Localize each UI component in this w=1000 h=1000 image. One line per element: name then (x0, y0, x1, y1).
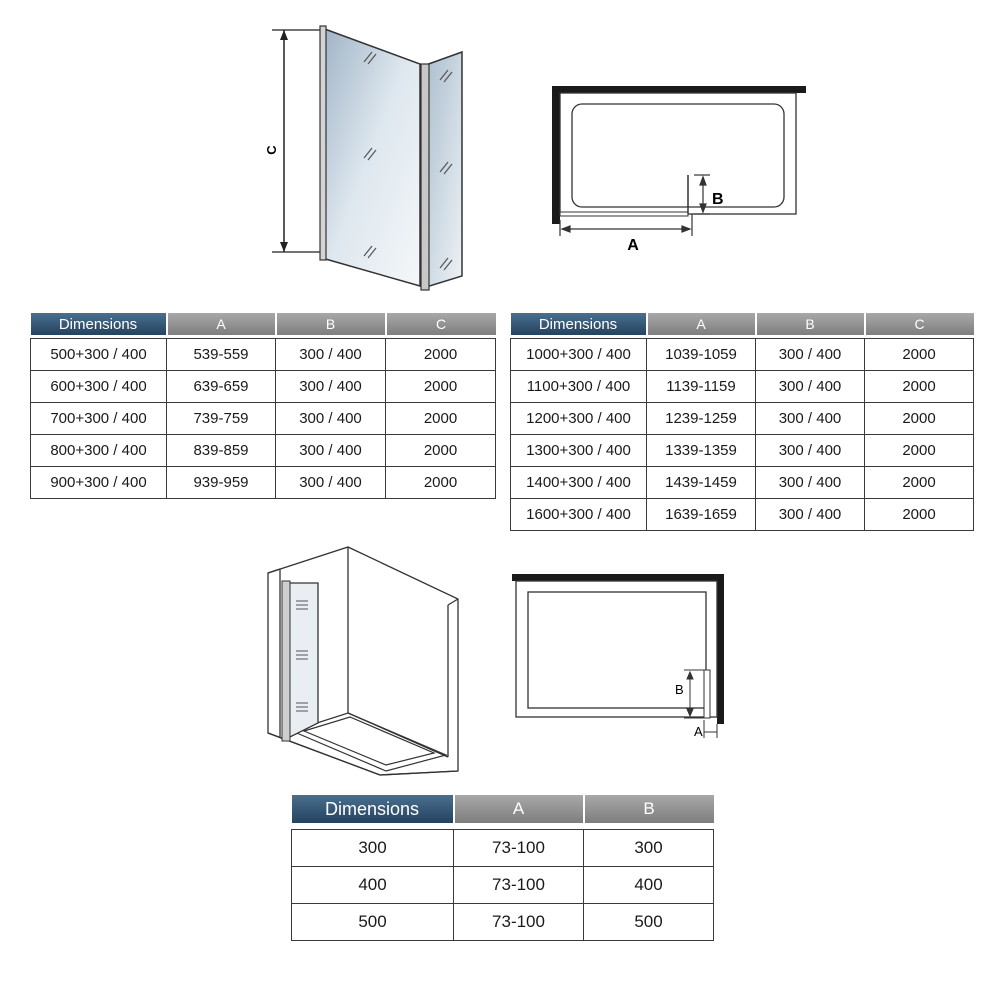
table-cell: 1100+300 / 400 (511, 371, 647, 403)
table-cell: 73-100 (454, 867, 584, 904)
plan-top-figure (540, 80, 810, 255)
table-row (31, 339, 496, 371)
table-cell: 300 / 400 (276, 339, 386, 371)
table-row (511, 499, 974, 531)
table-cell: 300 / 400 (756, 403, 865, 435)
glass-line (560, 175, 688, 216)
table-cell: 1200+300 / 400 (511, 403, 647, 435)
header-a: A (167, 313, 276, 335)
room-3d-figure (262, 543, 467, 783)
table-cell: 300 (292, 830, 454, 867)
main-glass-panel (320, 26, 420, 286)
table-cell: 2000 (865, 435, 974, 467)
table-cell: 1139-1159 (647, 371, 756, 403)
table-cell: 73-100 (454, 830, 584, 867)
table-cell: 1439-1459 (647, 467, 756, 499)
table-row (292, 830, 714, 867)
table-row (31, 467, 496, 499)
table-cell: 2000 (386, 403, 496, 435)
table-row (31, 403, 496, 435)
table-header-row (31, 313, 496, 335)
wall-right (717, 574, 724, 724)
table-cell: 2000 (865, 499, 974, 531)
table-row (511, 339, 974, 371)
wall-top (552, 86, 806, 93)
dimension-a-label: A (694, 724, 703, 739)
table-cell: 1400+300 / 400 (511, 467, 647, 499)
dimension-b-label: B (712, 191, 724, 208)
dimensions-table-bottom (291, 795, 714, 941)
header-c: C (386, 313, 496, 335)
dimension-c-label: C (264, 145, 279, 155)
glass-panel-room (282, 581, 318, 741)
table-cell: 739-759 (167, 403, 276, 435)
wall-top (512, 574, 724, 581)
tray-outline (516, 581, 717, 717)
table-cell: 300 / 400 (756, 499, 865, 531)
table-cell: 1339-1359 (647, 435, 756, 467)
wall-left (552, 86, 560, 224)
table-row (511, 467, 974, 499)
table-cell: 400 (584, 867, 714, 904)
dimension-a-label: A (627, 237, 639, 254)
table-row (31, 371, 496, 403)
table-cell: 1300+300 / 400 (511, 435, 647, 467)
table-cell: 500 (584, 904, 714, 941)
table-row (292, 867, 714, 904)
table-cell: 1639-1659 (647, 499, 756, 531)
plan-bottom-figure (508, 570, 730, 745)
table-row (511, 403, 974, 435)
header-c: C (865, 313, 974, 335)
table-cell: 300 / 400 (756, 339, 865, 371)
table-row (292, 904, 714, 941)
header-dimensions: Dimensions (31, 313, 167, 335)
return-glass-panel (421, 52, 462, 290)
table-cell: 1239-1259 (647, 403, 756, 435)
dimensions-table-left (30, 313, 496, 499)
table-cell: 800+300 / 400 (31, 435, 167, 467)
tray-inner (572, 104, 784, 207)
header-dimensions: Dimensions (511, 313, 647, 335)
table-cell: 300 / 400 (756, 371, 865, 403)
glass-line (704, 670, 710, 718)
table-row (511, 435, 974, 467)
dimension-b-label: B (675, 682, 684, 697)
table-cell: 2000 (386, 339, 496, 371)
table-cell: 300 / 400 (276, 403, 386, 435)
table-cell: 300 / 400 (276, 435, 386, 467)
table-row (31, 435, 496, 467)
table-cell: 600+300 / 400 (31, 371, 167, 403)
header-a: A (454, 795, 584, 823)
panel-3d-figure (260, 20, 480, 295)
table-cell: 2000 (865, 467, 974, 499)
table-cell: 1039-1059 (647, 339, 756, 371)
table-cell: 300 / 400 (756, 435, 865, 467)
table-cell: 300 / 400 (276, 371, 386, 403)
header-b: B (756, 313, 865, 335)
table-cell: 839-859 (167, 435, 276, 467)
table-cell: 900+300 / 400 (31, 467, 167, 499)
table-cell: 500 (292, 904, 454, 941)
table-cell: 400 (292, 867, 454, 904)
dimensions-table-right (510, 313, 974, 531)
header-dimensions: Dimensions (292, 795, 454, 823)
dimension-b-line (684, 670, 704, 718)
table-cell: 539-559 (167, 339, 276, 371)
table-cell: 700+300 / 400 (31, 403, 167, 435)
table-cell: 2000 (865, 403, 974, 435)
table-row (511, 371, 974, 403)
dimension-a-line (560, 214, 692, 236)
table-header-row (292, 795, 714, 823)
table-cell: 300 / 400 (276, 467, 386, 499)
table-cell: 500+300 / 400 (31, 339, 167, 371)
table-cell: 73-100 (454, 904, 584, 941)
table-cell: 2000 (386, 467, 496, 499)
table-cell: 1000+300 / 400 (511, 339, 647, 371)
table-cell: 2000 (865, 371, 974, 403)
table-cell: 300 / 400 (756, 467, 865, 499)
dimension-b-line (694, 175, 710, 214)
table-cell: 300 (584, 830, 714, 867)
dimension-a-line (704, 720, 717, 738)
table-cell: 1600+300 / 400 (511, 499, 647, 531)
tray-outline (560, 93, 796, 214)
dimension-c-line (272, 30, 320, 252)
table-cell: 639-659 (167, 371, 276, 403)
table-cell: 939-959 (167, 467, 276, 499)
header-b: B (276, 313, 386, 335)
header-b: B (584, 795, 714, 823)
table-header-row (511, 313, 974, 335)
table-cell: 2000 (386, 435, 496, 467)
table-cell: 2000 (386, 371, 496, 403)
header-a: A (647, 313, 756, 335)
table-cell: 2000 (865, 339, 974, 371)
